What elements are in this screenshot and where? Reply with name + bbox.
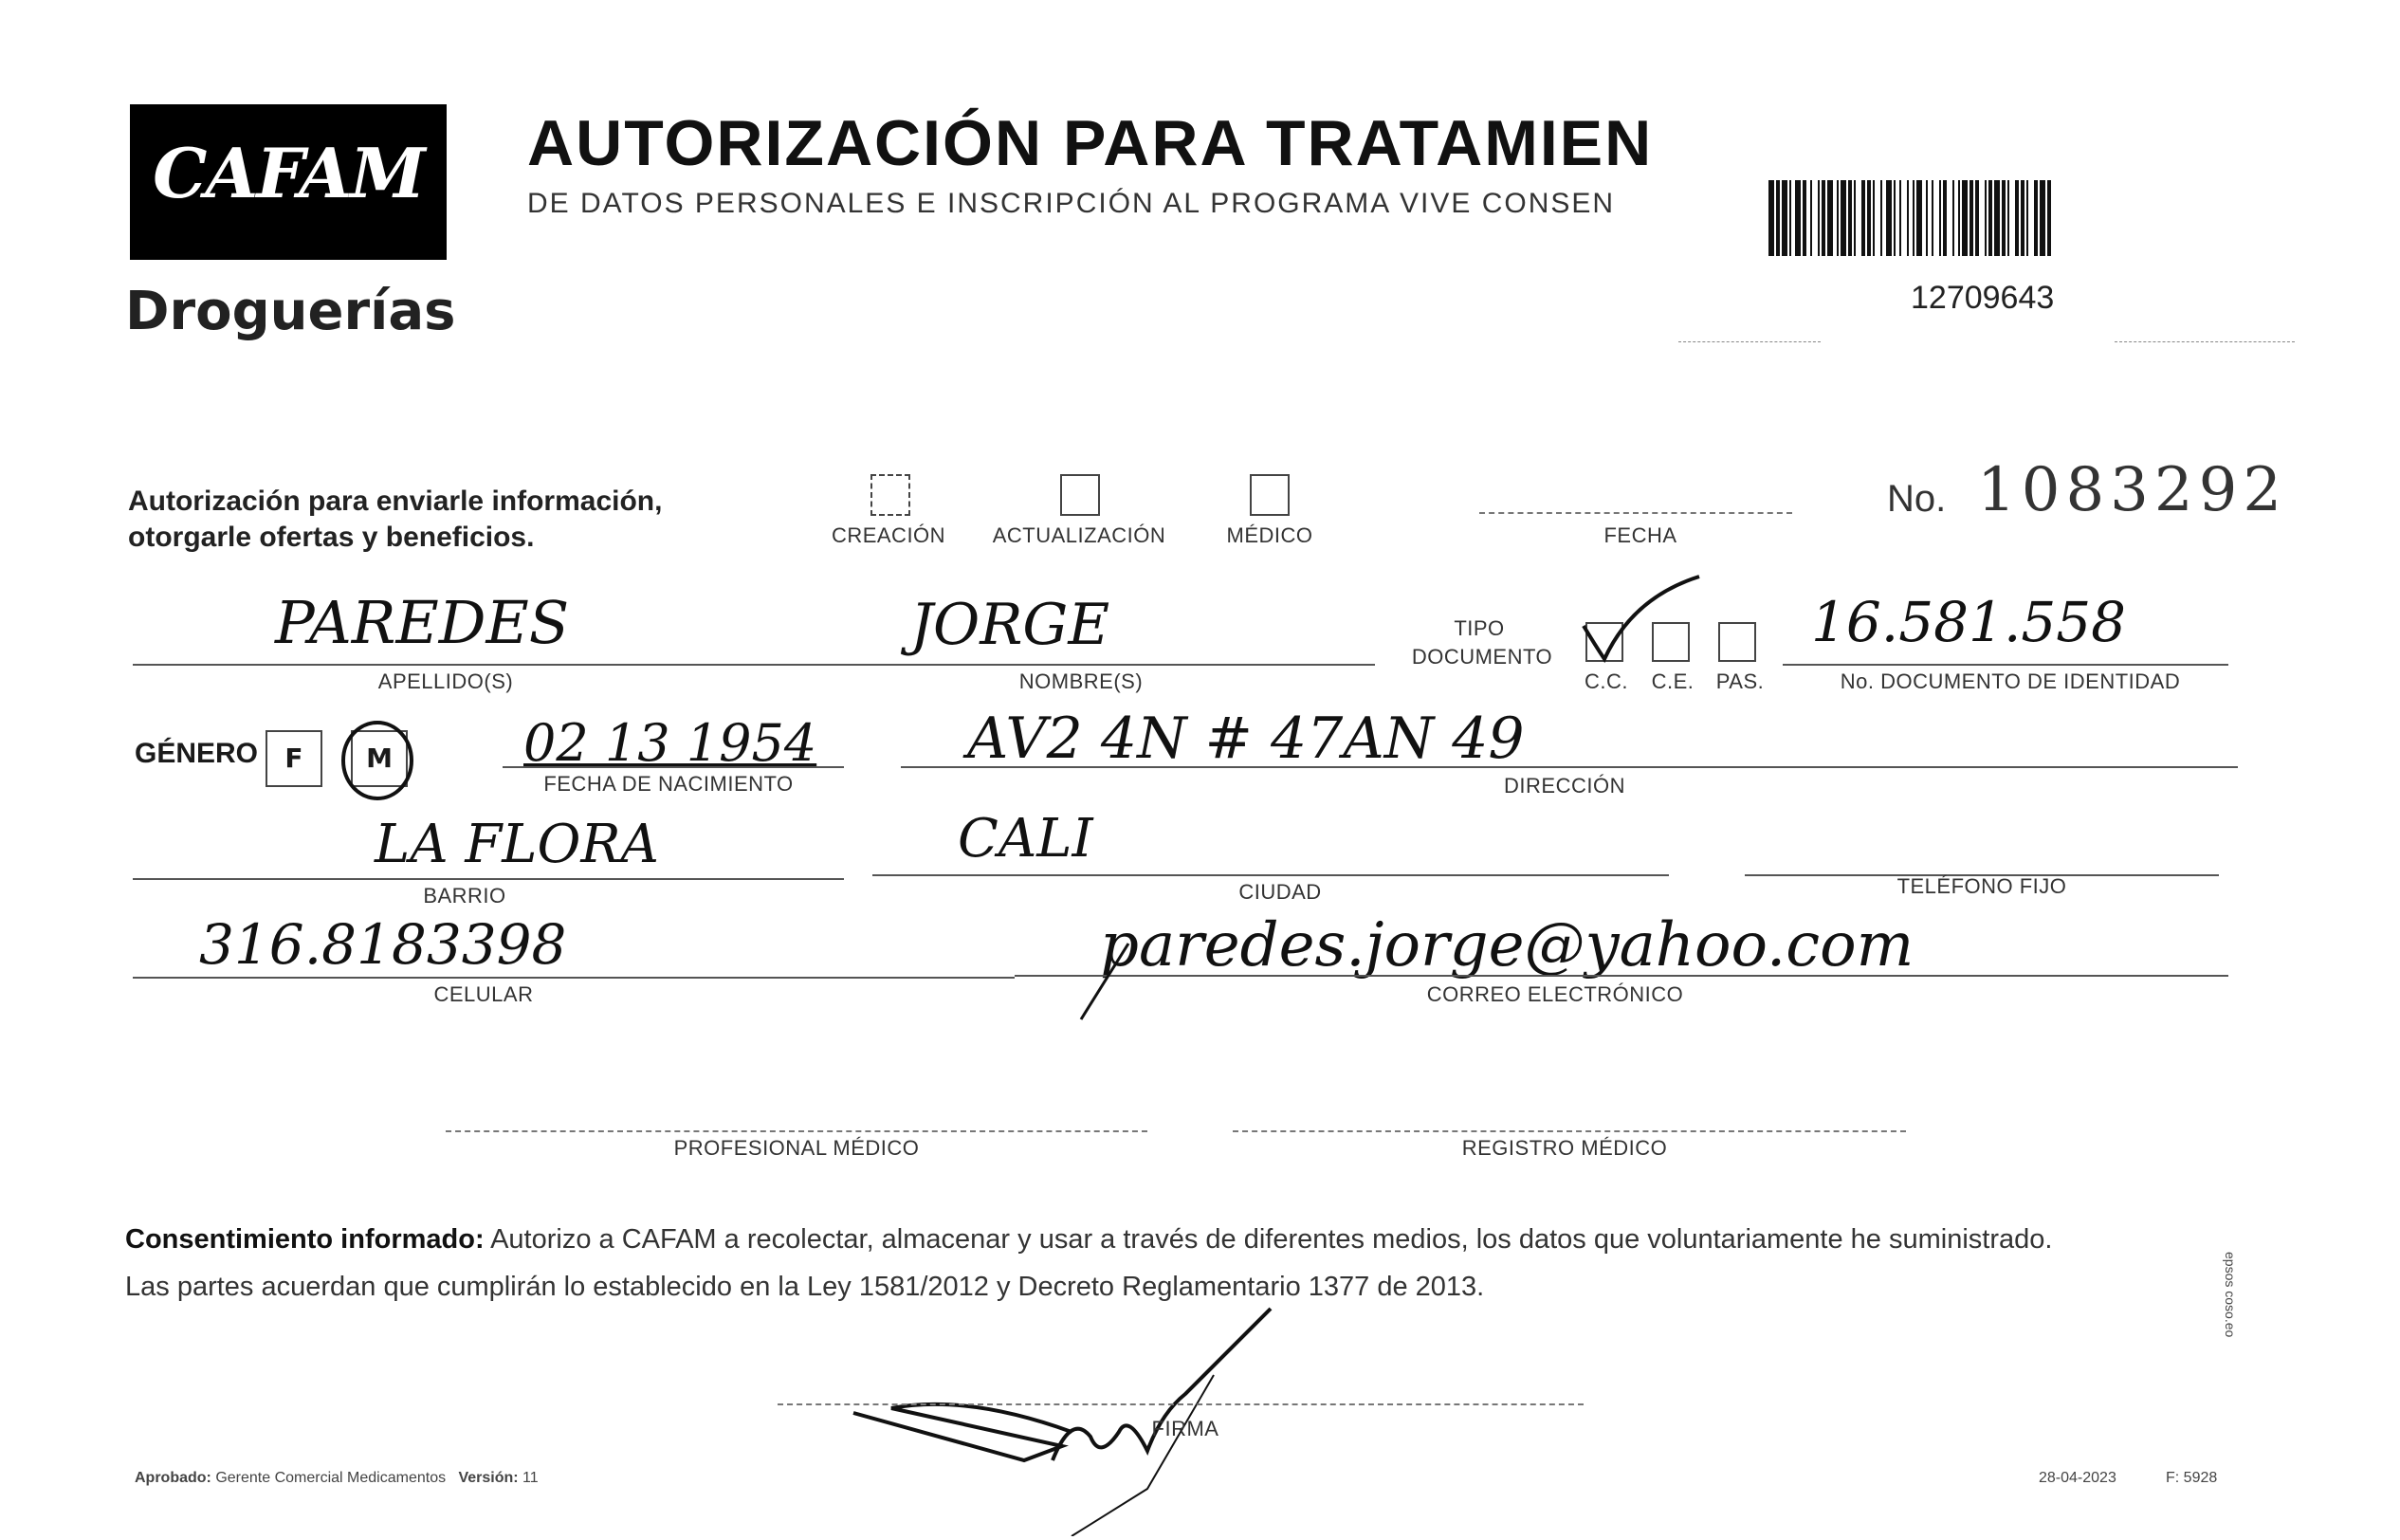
barcode-bar	[1867, 180, 1871, 256]
direccion-field[interactable]	[901, 766, 2238, 768]
tipo-documento-label-2: DOCUMENTO	[1411, 645, 1553, 669]
ciudad-label: CIUDAD	[1238, 880, 1322, 904]
doc-type-pas: PAS.	[1715, 669, 1765, 693]
barcode-bar	[1962, 180, 1968, 256]
option-medico-label: MÉDICO	[1226, 523, 1313, 547]
header-rule-left	[1678, 341, 1821, 342]
logo-text: CAFAM	[153, 133, 424, 213]
barcode-bar	[1810, 180, 1812, 256]
barcode-bar	[1899, 180, 1901, 256]
intro-line-1: Autorización para enviarle información,	[128, 486, 663, 517]
fecha-field[interactable]	[1479, 512, 1792, 514]
genero-f-option[interactable]	[266, 730, 322, 787]
barcode-bar	[1894, 180, 1896, 256]
intro-text	[128, 484, 662, 556]
barcode-bar	[1932, 180, 1933, 256]
page-subtitle: DE DATOS PERSONALES E INSCRIPCIÓN AL PROGRAMA VIVE CONSEN	[527, 188, 1616, 219]
tipo-documento-label-1: TIPO	[1454, 616, 1505, 640]
barcode-bar	[1939, 180, 1941, 256]
celular-value: 316.8183398	[199, 912, 567, 977]
signature-field[interactable]	[778, 1403, 1584, 1405]
correo-field[interactable]	[1015, 975, 2228, 977]
doc-type-ce: C.E.	[1651, 669, 1695, 693]
aprobado-label: Aprobado:	[135, 1470, 211, 1486]
barcode-bar	[1873, 180, 1875, 256]
barcode-bar	[1975, 180, 1979, 256]
barcode-bar	[1916, 180, 1922, 256]
registro-field[interactable]	[1233, 1130, 1906, 1132]
genero-m-circle-icon	[339, 717, 421, 802]
barcode-number: 12709643	[1911, 280, 2055, 316]
barcode-bar	[1795, 180, 1801, 256]
barrio-value: LA FLORA	[375, 814, 659, 875]
barcode-bar	[2021, 180, 2024, 256]
profesional-label: PROFESIONAL MÉDICO	[673, 1136, 920, 1160]
barcode-bar	[1822, 180, 1825, 256]
ce-checkbox[interactable]	[1652, 622, 1690, 662]
barcode-bar	[1827, 180, 1833, 256]
barcode-bar	[1803, 180, 1806, 256]
barcode-bar	[1994, 180, 2000, 256]
doc-number-field[interactable]	[1783, 664, 2228, 666]
barcode-bar	[1926, 180, 1928, 256]
header-rule-right	[2115, 341, 2295, 342]
brand-subtitle: Droguerías	[125, 281, 456, 342]
correo-label: CORREO ELECTRÓNICO	[1426, 982, 1684, 1006]
consent-line-1	[125, 1216, 2249, 1263]
barcode-bar	[1886, 180, 1892, 256]
barcode-bar	[1952, 180, 1954, 256]
celular-field[interactable]	[133, 977, 1015, 979]
nacimiento-value: 02 13 1954	[523, 713, 817, 773]
barcode-bar	[1848, 180, 1852, 256]
barcode-bar	[1985, 180, 1987, 256]
celular-label: CELULAR	[433, 982, 534, 1006]
consent-body-1: Autorizo a CAFAM a recolectar, almacenar y usar a través de diferentes medios, los datos que voluntariamente he suministrado.	[484, 1224, 2053, 1255]
genero-label: GÉNERO	[135, 738, 259, 769]
doc-type-cc: C.C.	[1585, 669, 1628, 693]
apellido-value: PAREDES	[275, 588, 570, 657]
barcode-bar	[2002, 180, 2006, 256]
barcode-bar	[2007, 180, 2009, 256]
barcode-bar	[2040, 180, 2045, 256]
nombre-value: JORGE	[910, 592, 1110, 658]
barcode-bar	[1969, 180, 1973, 256]
barcode-bar	[2015, 180, 2019, 256]
consent-body-2: Las partes acuerdan que cumplirán lo establecido en la Ley 1581/2012 y Decreto Reglamentario 1377 de 2013.	[125, 1272, 1485, 1302]
actualizacion-checkbox[interactable]	[1060, 474, 1100, 516]
creacion-checkbox[interactable]	[870, 474, 910, 516]
direccion-label: DIRECCIÓN	[1504, 774, 1625, 798]
signature-label: FIRMA	[1151, 1417, 1219, 1440]
aprobado-value: Gerente Comercial Medicamentos	[215, 1470, 447, 1486]
version-value: 11	[522, 1470, 539, 1486]
barcode-bar	[1768, 180, 1774, 256]
profesional-field[interactable]	[446, 1130, 1147, 1132]
doc-number-value: 16.581.558	[1811, 590, 2127, 654]
pas-checkbox[interactable]	[1718, 622, 1756, 662]
telefono-label: TELÉFONO FIJO	[1896, 874, 2067, 898]
consent-heading: Consentimiento informado:	[125, 1224, 485, 1255]
barcode-bar	[1789, 180, 1791, 256]
nacimiento-label: FECHA DE NACIMIENTO	[543, 772, 794, 796]
nombre-label: NOMBRE(S)	[1018, 669, 1144, 693]
footer-date: 28-04-2023	[2039, 1470, 2116, 1486]
intro-line-2: otorgarle ofertas y beneficios.	[128, 522, 535, 553]
version-label: Versión:	[458, 1470, 519, 1486]
medico-checkbox[interactable]	[1250, 474, 1290, 516]
barcode-bar	[1943, 180, 1947, 256]
apellido-label: APELLIDO(S)	[377, 669, 514, 693]
option-actualizacion-label: ACTUALIZACIÓN	[992, 523, 1166, 547]
genero-m-label: M	[366, 742, 393, 774]
correo-value: paredes.jorge@yahoo.com	[1100, 910, 1915, 981]
direccion-value: AV2 4N # 47AN 49	[967, 706, 1525, 772]
footer-code: F: 5928	[2166, 1470, 2218, 1486]
barcode-bar	[2034, 180, 2038, 256]
form-number-label: No.	[1887, 478, 1947, 520]
fecha-label: FECHA	[1603, 523, 1677, 547]
barcode-bar	[1913, 180, 1915, 256]
pen-stroke	[1072, 939, 1147, 1024]
barcode-bar	[1861, 180, 1865, 256]
nombre-field[interactable]	[768, 664, 1375, 666]
barcode-bar	[1782, 180, 1787, 256]
barcode-bar	[1907, 180, 1909, 256]
barcode-bar	[1776, 180, 1780, 256]
apellido-field[interactable]	[133, 664, 778, 666]
barrio-field[interactable]	[133, 878, 844, 880]
side-vertical-text: epsos coso.eo	[2223, 1252, 2238, 1338]
barcode-bar	[1837, 180, 1839, 256]
ciudad-value: CALI	[958, 808, 1093, 870]
cafam-logo	[130, 104, 447, 260]
barcode-bar	[1818, 180, 1820, 256]
barcode-bar	[1841, 180, 1846, 256]
doc-number-label: No. DOCUMENTO DE IDENTIDAD	[1840, 669, 2181, 693]
option-creacion-label: CREACIÓN	[831, 523, 946, 547]
genero-f-label: F	[284, 742, 303, 774]
registro-label: REGISTRO MÉDICO	[1461, 1136, 1668, 1160]
barcode-bar	[2047, 180, 2051, 256]
barcode	[1768, 180, 2152, 256]
barcode-bar	[1880, 180, 1882, 256]
page-title: AUTORIZACIÓN PARA TRATAMIEN	[527, 107, 1654, 179]
barcode-bar	[1854, 180, 1856, 256]
form-number: 1083292	[1977, 455, 2288, 525]
nacimiento-field[interactable]	[503, 766, 844, 768]
barcode-bar	[1958, 180, 1960, 256]
barcode-bar	[1988, 180, 1992, 256]
barcode-bar	[2026, 180, 2028, 256]
barrio-label: BARRIO	[423, 884, 506, 908]
footer-approval	[135, 1470, 539, 1487]
ciudad-field[interactable]	[872, 874, 1669, 876]
